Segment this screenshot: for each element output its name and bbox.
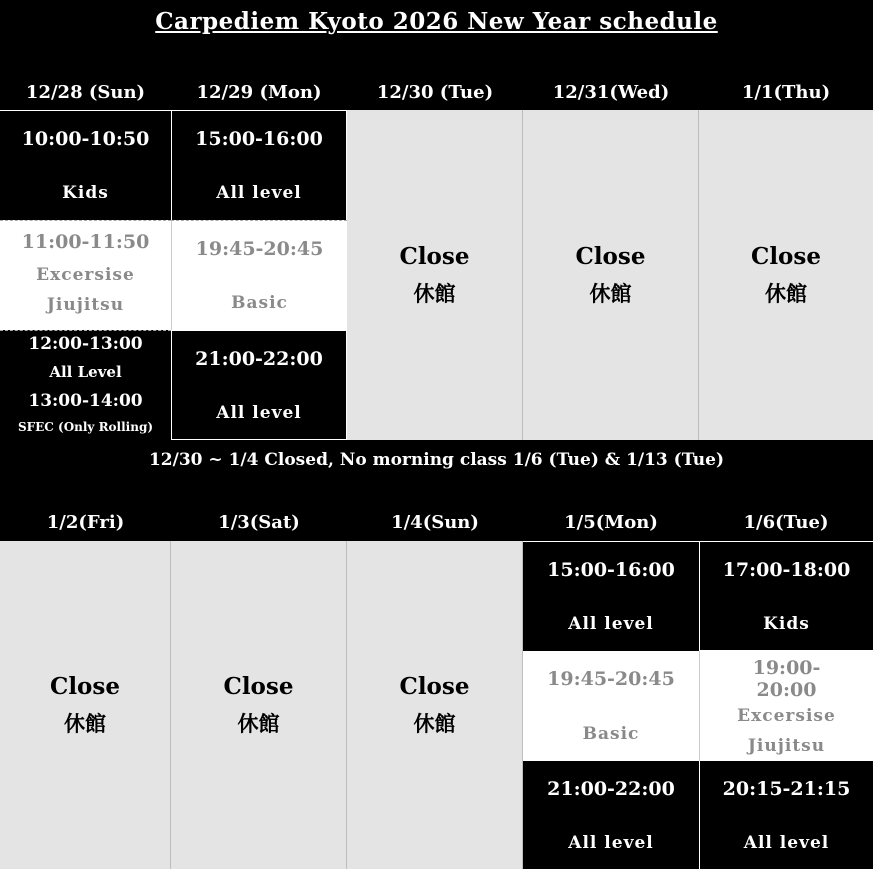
day-header-1-5: 1/5(Mon): [564, 512, 658, 533]
class-label: Basic: [231, 293, 288, 314]
class-time: 20:15-21:15: [722, 777, 851, 800]
closed-day-12-30: [347, 110, 523, 440]
class-slot: [523, 541, 699, 651]
class-label: Kids: [62, 183, 109, 204]
class-time: 19:45-20:45: [547, 668, 675, 690]
class-time: 15:00-16:00: [547, 558, 675, 581]
close-label-jp: 休館: [237, 711, 280, 736]
close-label-jp: 休館: [589, 281, 632, 306]
day-header-12-31: 12/31(Wed): [552, 82, 670, 103]
class-slot: [699, 651, 873, 761]
close-label-jp: 休館: [413, 711, 456, 736]
class-time: 13:00-14:00: [28, 390, 143, 411]
day-header-12-28: 12/28 (Sun): [25, 82, 146, 103]
close-label: Close: [50, 672, 120, 700]
class-time: 15:00-16:00: [195, 127, 323, 150]
class-label: All level: [568, 614, 654, 635]
class-time: 17:00-18:00: [722, 558, 851, 581]
closed-day-1-2: [0, 541, 171, 869]
class-label: All level: [568, 832, 654, 853]
day-header-12-29: 12/29 (Mon): [196, 82, 322, 103]
close-label: Close: [223, 672, 294, 700]
close-label: Close: [575, 242, 646, 270]
class-slot: [0, 220, 171, 330]
class-slot: [0, 110, 171, 220]
class-label: All Level: [49, 363, 122, 382]
close-label-jp: 休館: [413, 281, 456, 306]
class-slot: [0, 330, 171, 440]
close-label: Close: [399, 242, 470, 270]
class-label: Kids: [763, 613, 810, 634]
class-label: All level: [216, 402, 302, 423]
day-header-1-3: 1/3(Sat): [218, 512, 300, 533]
day-header-1-6: 1/6(Tue): [743, 512, 829, 533]
class-slot: [171, 330, 347, 440]
page-title: Carpediem Kyoto 2026 New Year schedule: [155, 8, 718, 35]
day-header-1-4: 1/4(Sun): [391, 512, 479, 533]
class-slot: [699, 541, 873, 651]
class-label: All level: [743, 832, 830, 853]
close-label-jp: 休館: [64, 711, 106, 736]
class-label: Excersise Jiujitsu: [36, 265, 135, 316]
class-time: 10:00-10:50: [21, 127, 150, 150]
class-label: SFEC (Only Rolling): [17, 419, 154, 434]
class-time: 12:00-13:00: [28, 334, 143, 354]
day-header-1-2: 1/2(Fri): [46, 512, 125, 533]
class-time: 11:00-11:50: [21, 230, 150, 253]
day-header-12-30: 12/30 (Tue): [376, 82, 494, 103]
class-time: 21:00-22:00: [547, 777, 675, 800]
closed-day-12-31: [523, 110, 699, 440]
closed-day-1-3: [171, 541, 347, 869]
class-label: Excersise Jiujitsu: [737, 706, 836, 756]
class-label: Basic: [582, 724, 640, 744]
class-slot: [523, 651, 699, 761]
class-slot: [171, 110, 347, 220]
class-label: All level: [216, 183, 302, 204]
class-slot: [171, 220, 347, 330]
close-label: Close: [751, 242, 821, 270]
day-header-1-1: 1/1(Thu): [741, 82, 831, 103]
closed-day-1-4: [347, 541, 523, 869]
class-slot: [523, 761, 699, 869]
closed-day-1-1: [699, 110, 873, 440]
class-time: 19:45-20:45: [195, 237, 324, 260]
closure-notice: 12/30 ~ 1/4 Closed, No morning class 1/6 (Tue) & 1/13 (Tue): [148, 450, 725, 470]
class-time: 21:00-22:00: [195, 347, 323, 370]
class-time: 19:00-20:00: [752, 657, 821, 701]
class-slot: [699, 761, 873, 869]
close-label: Close: [399, 672, 470, 700]
close-label-jp: 休館: [765, 281, 807, 306]
